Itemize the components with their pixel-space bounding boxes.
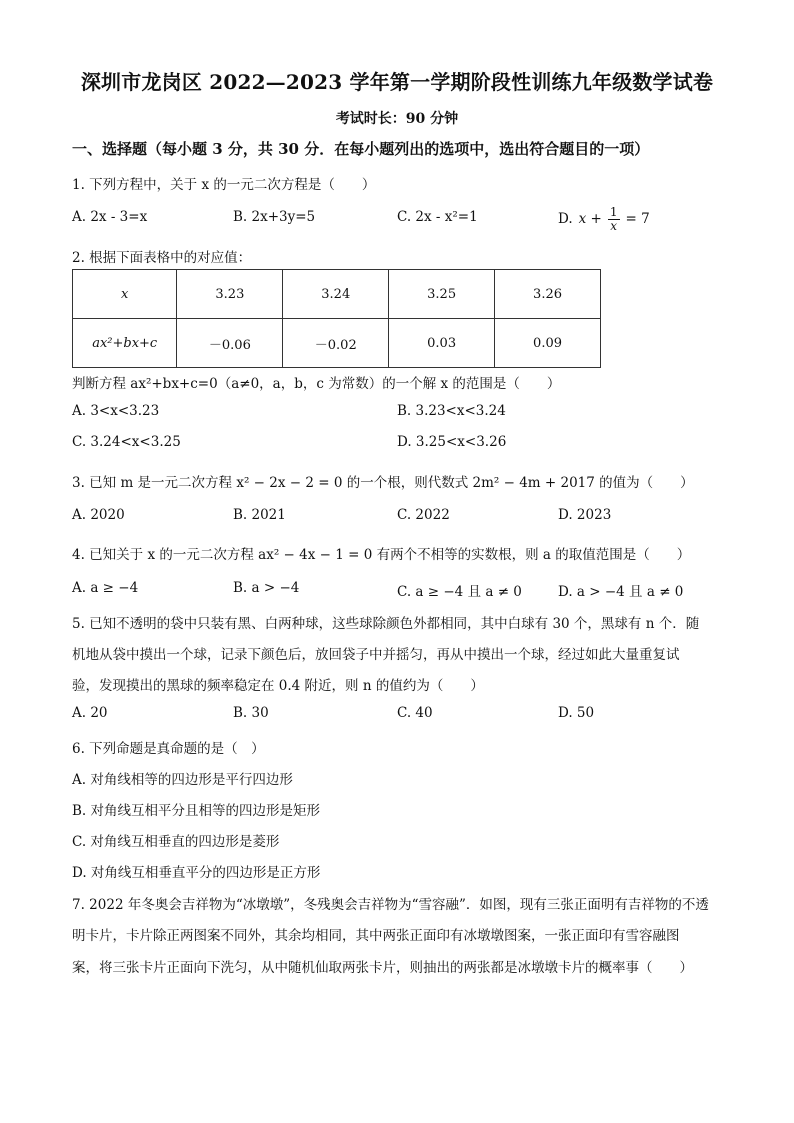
q2-value-table	[72, 269, 601, 368]
q2-stem: 2. 根据下面表格中的对应值：	[72, 250, 252, 266]
q3-option-b: B. 2021	[233, 507, 286, 523]
q6-stem: 6. 下列命题是真命题的是（ ）	[72, 741, 265, 757]
q5-option-d: D. 50	[558, 705, 595, 721]
table-cell: 0.03	[389, 319, 495, 368]
q1-option-a: A. 2x - 3=x	[72, 209, 148, 225]
q4-option-d: D. a > −4 且 a ≠ 0	[558, 584, 684, 600]
table-cell: 3.23	[177, 270, 283, 319]
q4-stem: 4. 已知关于 x 的一元二次方程 ax² − 4x − 1 = 0 有两个不相等的实数根，则 a 的取值范围是（ ）	[72, 547, 691, 563]
table-row	[73, 319, 601, 368]
table-cell: －0.06	[177, 319, 283, 368]
q3-stem: 3. 已知 m 是一元二次方程 x² − 2x − 2 = 0 的一个根，则代数式 2m² − 4m + 2017 的值为（ ）	[72, 475, 694, 491]
table-cell: 0.09	[495, 319, 601, 368]
q7-line-1: 7. 2022 年冬奥会吉祥物为“冰墩墩”，冬残奥会吉祥物为“雪容融”．如图，现有三张正面明有吉祥物的不透	[72, 897, 709, 913]
table-cell: －0.02	[283, 319, 389, 368]
table-row	[73, 270, 601, 319]
q5-line-1: 5. 已知不透明的袋中只装有黑、白两种球，这些球除颜色外都相同，其中白球有 30 个，黑球有 n 个．随	[72, 616, 700, 632]
q2-option-a: A. 3<x<3.23	[72, 403, 160, 419]
q4-option-a: A. a ≥ −4	[72, 580, 139, 596]
q4-option-c: C. a ≥ −4 且 a ≠ 0	[397, 584, 522, 600]
q1-option-d	[558, 200, 650, 238]
q2-judge: 判断方程 ax²+bx+c=0（a≠0，a，b，c 为常数）的一个解 x 的范围是（ ）	[72, 376, 561, 392]
exam-title: 深圳市龙岗区 2022—2023 学年第一学期阶段性训练九年级数学试卷	[80, 70, 714, 94]
q5-option-c: C. 40	[397, 705, 433, 721]
q5-line-2: 机地从袋中摸出一个球，记录下颜色后，放回袋子中并摇匀，再从中摸出一个球，经过如此大量重复试	[72, 647, 680, 663]
q3-option-d: D. 2023	[558, 507, 612, 523]
q1-stem: 1. 下列方程中，关于 x 的一元二次方程是（ ）	[72, 177, 376, 193]
table-cell: 3.26	[495, 270, 601, 319]
q2-option-b: B. 3.23<x<3.24	[397, 403, 506, 419]
q3-option-a: A. 2020	[72, 507, 125, 523]
q1-option-d-right: = 7	[625, 211, 650, 227]
q2-option-c: C. 3.24<x<3.25	[72, 434, 181, 450]
table-cell: x	[73, 270, 177, 319]
q5-option-a: A. 20	[72, 705, 108, 721]
q1-fraction-numerator: 1	[609, 204, 618, 219]
q7-line-3: 案，将三张卡片正面向下洗匀，从中随机仙取两张卡片，则抽出的两张都是冰墩墩卡片的概率事（ ）	[72, 960, 693, 976]
q5-line-3: 验，发现摸出的黑球的频率稳定在 0.4 附近，则 n 的值约为（ ）	[72, 678, 484, 694]
q6-option-b: B. 对角线互相平分且相等的四边形是矩形	[72, 803, 321, 819]
q1-option-d-label: D.	[558, 211, 573, 227]
q1-option-d-fraction	[608, 206, 620, 233]
q6-option-d: D. 对角线互相垂直平分的四边形是正方形	[72, 865, 321, 881]
table-cell: 3.24	[283, 270, 389, 319]
q7-line-2: 明卡片，卡片除正两图案不同外，其余均相同，其中两张正面印有冰墩墩图案，一张正面印有雪容融图	[72, 928, 680, 944]
q3-option-c: C. 2022	[397, 507, 450, 523]
section-heading-choice: 一、选择题（每小题 3 分，共 30 分．在每小题列出的选项中，选出符合题目的一项）	[72, 140, 650, 158]
exam-duration: 考试时长：90 分钟	[335, 111, 459, 127]
q1-fraction-denominator: x	[610, 218, 618, 233]
q2-option-d: D. 3.25<x<3.26	[397, 434, 507, 450]
q1-option-d-left: x +	[578, 211, 602, 227]
q6-option-a: A. 对角线相等的四边形是平行四边形	[72, 772, 293, 788]
q4-option-b: B. a > −4	[233, 580, 300, 596]
q6-option-c: C. 对角线互相垂直的四边形是菱形	[72, 834, 280, 850]
q5-option-b: B. 30	[233, 705, 269, 721]
table-cell: 3.25	[389, 270, 495, 319]
q1-option-b: B. 2x+3y=5	[233, 209, 316, 225]
q1-option-c: C. 2x - x²=1	[397, 209, 478, 225]
table-cell: ax²+bx+c	[73, 319, 177, 368]
